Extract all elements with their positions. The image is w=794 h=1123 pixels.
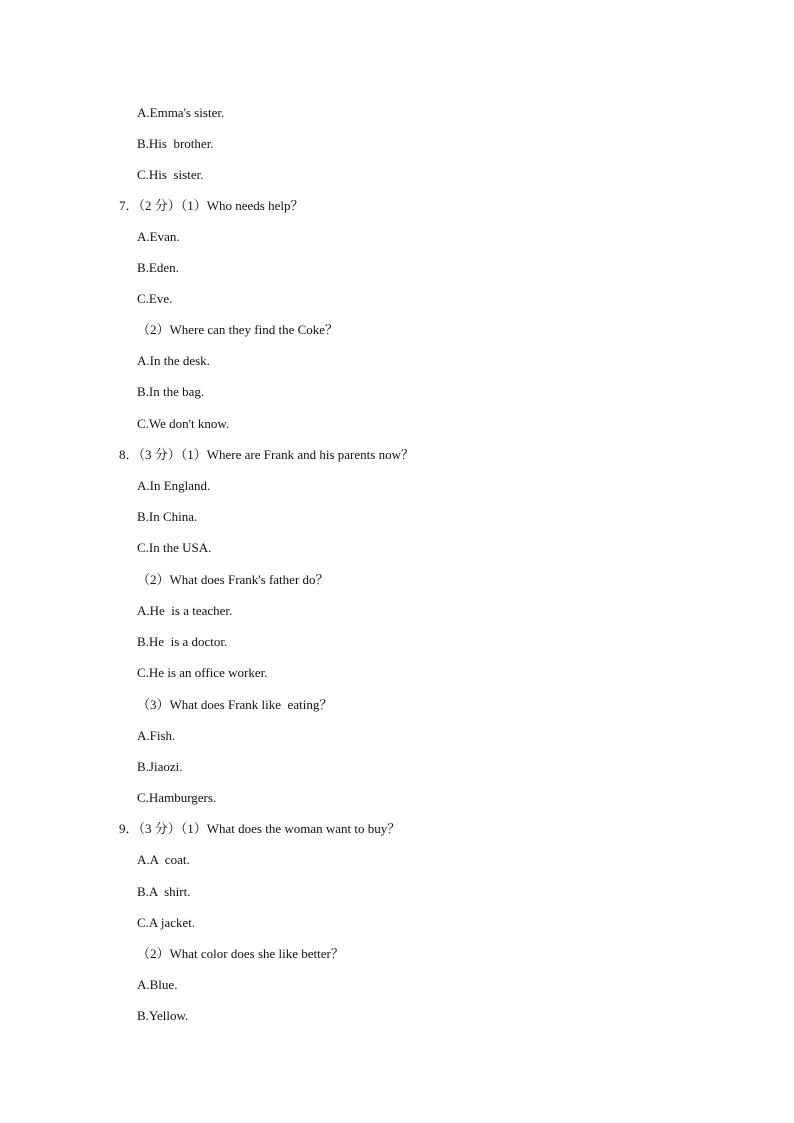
question-8-line: 8．（3 分）（1）Where are Frank and his parents now？ xyxy=(119,447,414,462)
option-line: A.He is a teacher. xyxy=(137,603,233,618)
option-line: B.Yellow. xyxy=(137,1008,189,1023)
option-line: B.Eden. xyxy=(137,260,179,275)
option-line: C.A jacket. xyxy=(137,915,196,930)
option-line: C.His sister. xyxy=(137,167,204,182)
option-line: A.A coat. xyxy=(137,852,190,867)
subquestion-line: （2）What does Frank's father do？ xyxy=(137,572,329,587)
option-line: B.His brother. xyxy=(137,136,214,151)
subquestion-line: （3）What does Frank like eating？ xyxy=(137,697,333,712)
option-line: C.We don't know. xyxy=(137,416,230,431)
question-7-line: 7．（2 分）（1）Who needs help？ xyxy=(119,198,304,213)
option-line: B.In China. xyxy=(137,509,198,524)
subquestion-line: （2）Where can they find the Coke？ xyxy=(137,322,339,337)
option-line: B.He is a doctor. xyxy=(137,634,228,649)
option-line: C.Hamburgers. xyxy=(137,790,217,805)
option-line: B.In the bag. xyxy=(137,384,205,399)
option-line: A.Evan. xyxy=(137,229,180,244)
option-line: A.In England. xyxy=(137,478,211,493)
option-line: A.Emma's sister. xyxy=(137,105,225,120)
option-line: C.Eve. xyxy=(137,291,173,306)
option-line: B.A shirt. xyxy=(137,884,191,899)
option-line: A.Fish. xyxy=(137,728,176,743)
option-line: B.Jiaozi. xyxy=(137,759,183,774)
option-line: A.In the desk. xyxy=(137,353,210,368)
option-line: A.Blue. xyxy=(137,977,178,992)
option-line: C.In the USA. xyxy=(137,540,212,555)
question-9-line: 9．（3 分）（1）What does the woman want to buy？ xyxy=(119,821,401,836)
subquestion-line: （2）What color does she like better？ xyxy=(137,946,344,961)
option-line: C.He is an office worker. xyxy=(137,665,268,680)
